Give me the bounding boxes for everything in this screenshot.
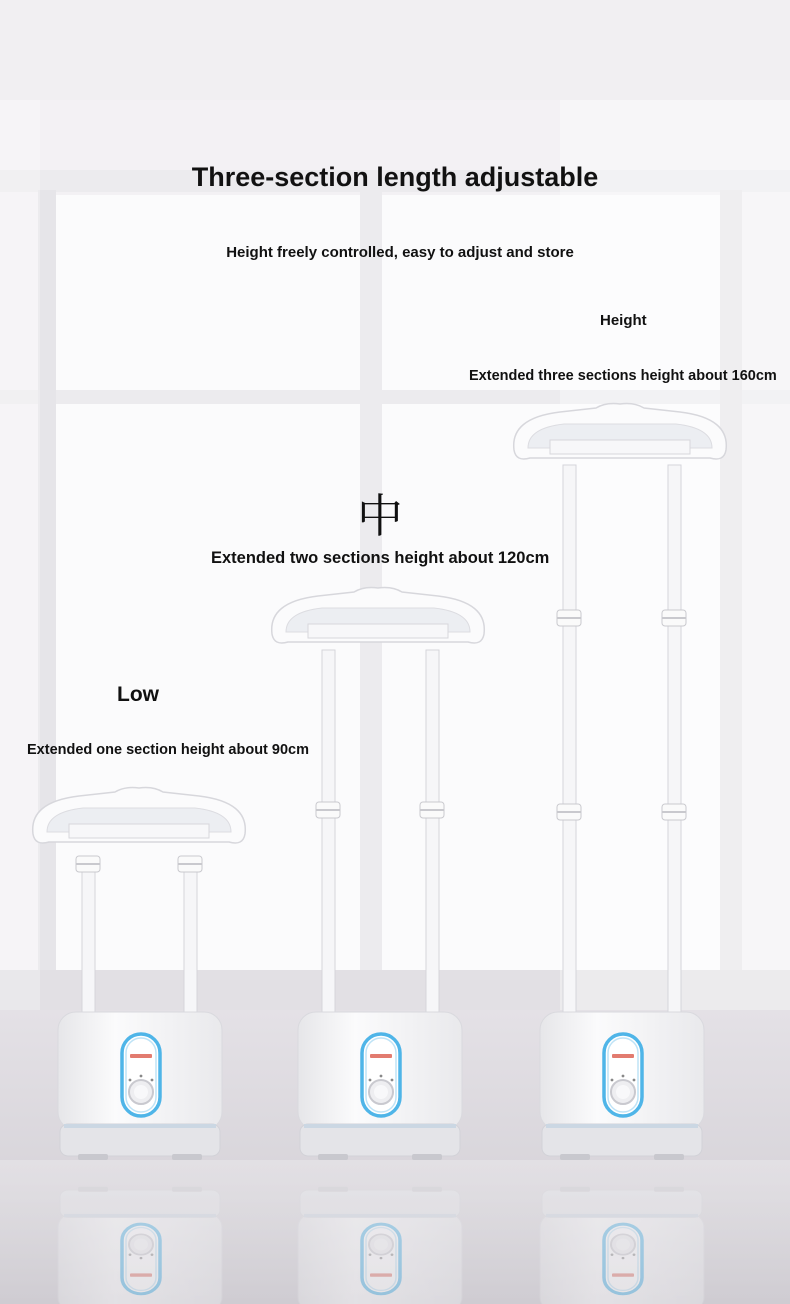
level-label-high: Height (600, 312, 647, 329)
level-label-low: Low (117, 683, 159, 706)
page-subtitle: Height freely controlled, easy to adjust and store (226, 244, 574, 261)
page-title: Three-section length adjustable (191, 162, 599, 192)
level-description-high: Extended three sections height about 160cm (469, 368, 777, 384)
level-label-mid: 中 (357, 490, 403, 542)
level-description-mid: Extended two sections height about 120cm (211, 549, 550, 567)
level-description-low: Extended one section height about 90cm (27, 742, 309, 758)
